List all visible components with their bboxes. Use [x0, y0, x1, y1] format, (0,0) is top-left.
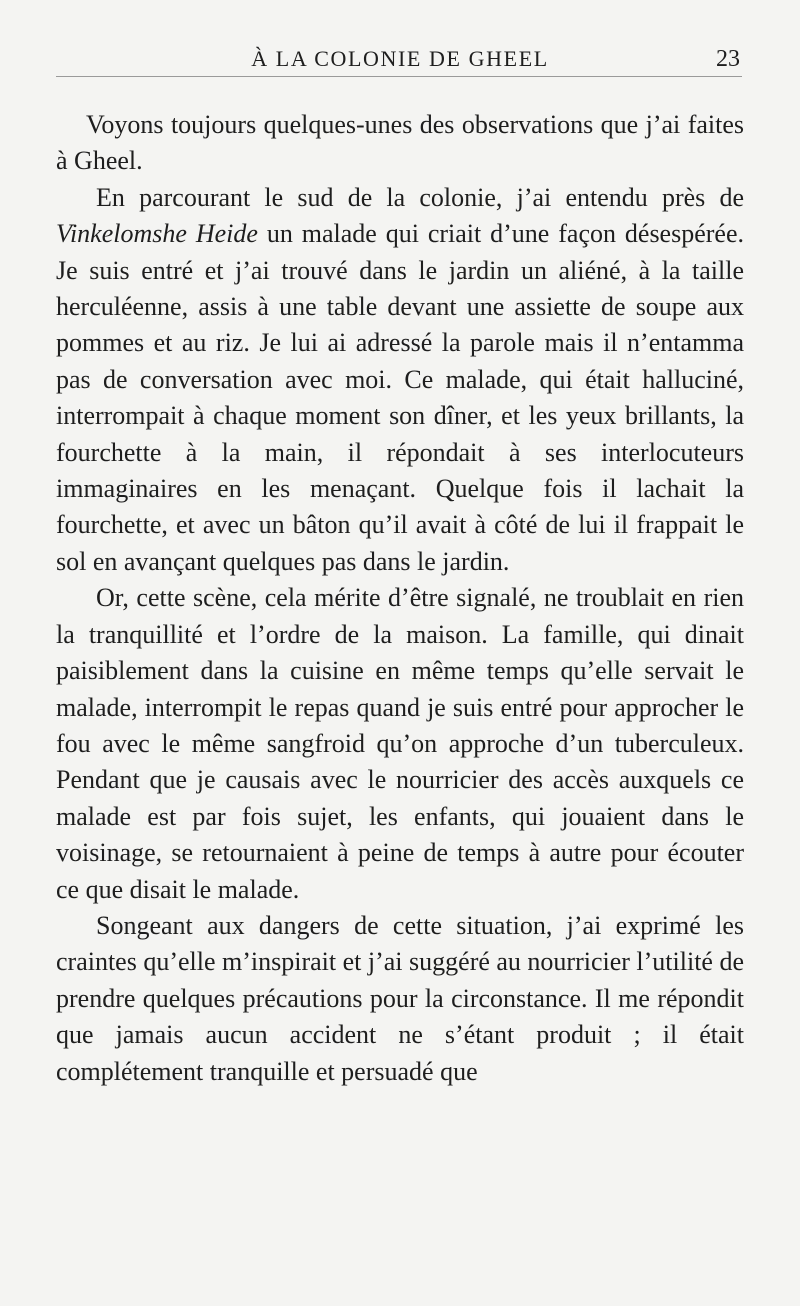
- place-name-italic: Vinkelomshe Heide: [56, 219, 258, 249]
- header-rule: [56, 76, 742, 77]
- paragraph-2: [56, 180, 744, 580]
- paragraph-1: Voyons toujours quelques-unes des observations que j’ai faites à Gheel.: [56, 110, 744, 176]
- paragraph-4: Songeant aux dangers de cette situation, j’ai exprimé les craintes qu’elle m’inspirait et j’ai suggéré au nourricier l’utilité de prendre quelques précautions pour la circonstance. Il me répondit que jamais aucun accident ne s’étant produit ; il était complétement tranquille et persuadé que: [56, 910, 745, 1086]
- paragraph-2-start: En parcourant le sud de la colonie, j’ai entendu près de: [96, 182, 744, 212]
- paragraph-3: Or, cette scène, cela mérite d’être signalé, ne troublait en rien la tranquillité et l’ordre de la maison. La famille, qui dinait paisiblement dans la cuisine en même temps qu’elle servait le malade, interrompit le repas quand je suis entré pour approcher le fou avec le même sangfroid qu’on approche d’un tuberculeux. Pendant que je causais avec le nourricier des accès auxquels ce malade est par fois sujet, les enfants, qui jouaient dans le voisinage, se retournaient à peine de temps à autre pour écouter ce que disait le malade.: [56, 583, 744, 904]
- paragraph-2-end: un malade qui criait d’une façon désespérée. Je suis entré et j’ai trouvé dans le jardin un aliéné, à la taille herculéenne, assis à une table devant une assiette de soupe aux pommes et au riz. Je lui ai adressé la parole mais il n’entamma pas de conversation avec moi. Ce malade, qui était halluciné, interrompait à chaque moment son dîner, et les yeux brillants, la fourchette à la main, il répondait à ses interlocuteurs immaginaires en les menaçant. Quelque fois il lachait la fourchette, et avec un bâton qu’il avait à côté de lui il frappait le sol en avançant quelques pas dans le jardin.: [56, 219, 744, 576]
- running-head: [60, 44, 740, 74]
- body-text: [56, 107, 744, 1090]
- page-number: 23: [716, 46, 740, 72]
- running-title: À LA COLONIE DE GHEEL: [251, 46, 549, 71]
